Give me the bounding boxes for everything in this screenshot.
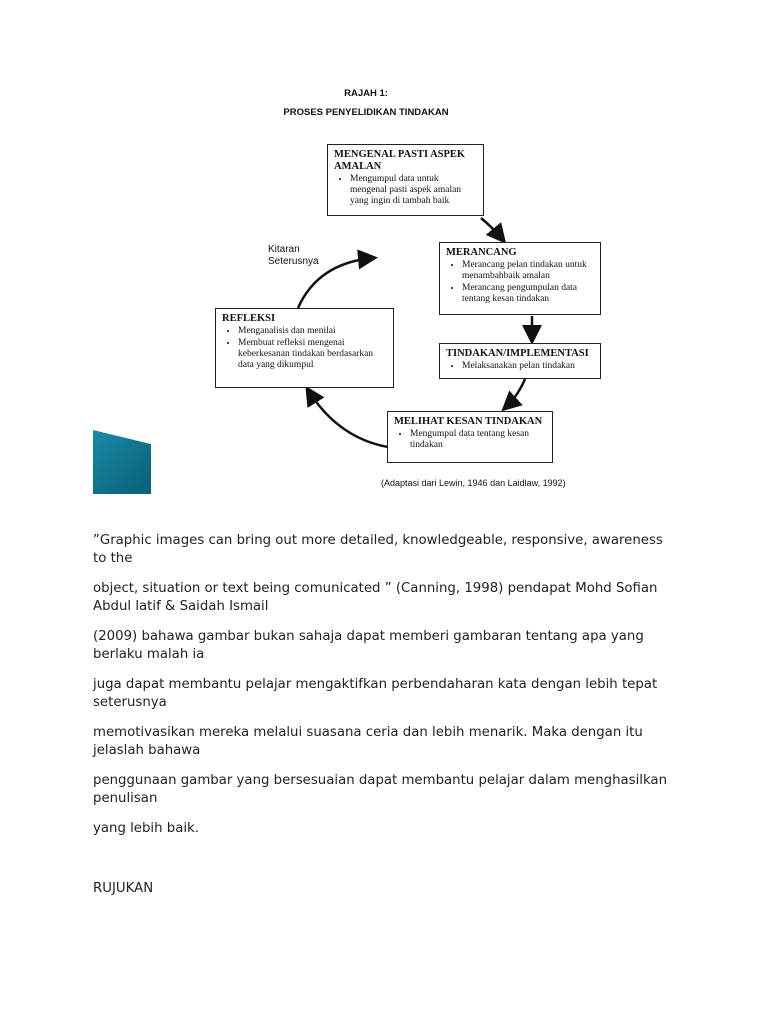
cycle-label-line1: Kitaran [268,244,300,255]
section-heading-rujukan: RUJUKAN [93,881,154,896]
box-refleksi-bullet-2: • Membuat refleksi mengenai keberkesanan tindakan berdasarkan data yang dikumpul [238,338,387,371]
arrow-tindakan-to-melihat [505,379,525,408]
arrow-mengenal-to-merancang [481,218,503,240]
box-melihat-title: MELIHAT KESAN TINDAKAN [394,416,543,427]
paragraph-1: ”Graphic images can bring out more detailed, knowledgeable, responsive, awareness to the [93,533,663,566]
box-merancang-title: MERANCANG [446,247,517,258]
box-merancang [439,242,601,315]
figure-title-line2: PROSES PENYELIDIKAN TINDAKAN [283,107,449,118]
box-refleksi [215,308,394,388]
paragraph-2: object, situation or text being comunicated ” (Canning, 1998) pendapat Mohd Sofian Abdul latif & Saidah Ismail [93,581,658,614]
arrow-melihat-to-refleksi [308,390,388,447]
paragraph-5: memotivasikan mereka melalui suasana ceria dan lebih menarik. Maka dengan itu jelaslah bahawa [93,725,643,758]
paragraph-3: (2009) bahawa gambar bukan sahaja dapat memberi gambaran tentang apa yang berlaku malah ia [93,629,644,662]
box-tindakan-bullet: • Melaksanakan pelan tindakan [462,361,594,372]
paragraph-6: penggunaan gambar yang bersesuaian dapat membantu pelajar dalam menghasilkan penulisan [93,773,667,806]
paragraph-7: yang lebih baik. [93,821,199,836]
box-mengenal-bullet: • Mengumpul data untuk mengenal pasti aspek amalan yang ingin di tambah baik [350,174,477,207]
box-refleksi-title: REFLEKSI [222,313,276,324]
figure-caption: (Adaptasi dari Lewin, 1946 dan Laidlaw, 1992) [381,478,566,488]
box-tindakan-title: TINDAKAN/IMPLEMENTASI [446,348,589,359]
paragraph-4: juga dapat membantu pelajar mengaktifkan perbendaharan kata dengan lebih tepat seterusnya [93,677,658,710]
cycle-label-line2: Seterusnya [268,256,319,267]
cycle-label [268,244,319,268]
body-text [93,532,673,850]
box-merancang-bullet-2: • Merancang pengumpulan data tentang kesan tindakan [462,283,594,305]
box-melihat-kesan [387,411,553,463]
box-melihat-bullet: • Mengumpul data tentang kesan tindakan [410,429,546,451]
box-merancang-bullet-1: • Merancang pelan tindakan untuk menambahbaik amalan [462,260,594,282]
box-mengenal-title-line1: MENGENAL PASTI ASPEK [334,149,466,160]
box-mengenal-pasti [327,144,484,216]
box-tindakan [439,343,601,379]
box-refleksi-bullet-1: • Menganalisis dan menilai [238,326,387,337]
action-research-figure [93,78,623,494]
box-mengenal-title-line2: AMALAN [334,161,382,172]
figure-title-line1: RAJAH 1: [344,88,388,99]
